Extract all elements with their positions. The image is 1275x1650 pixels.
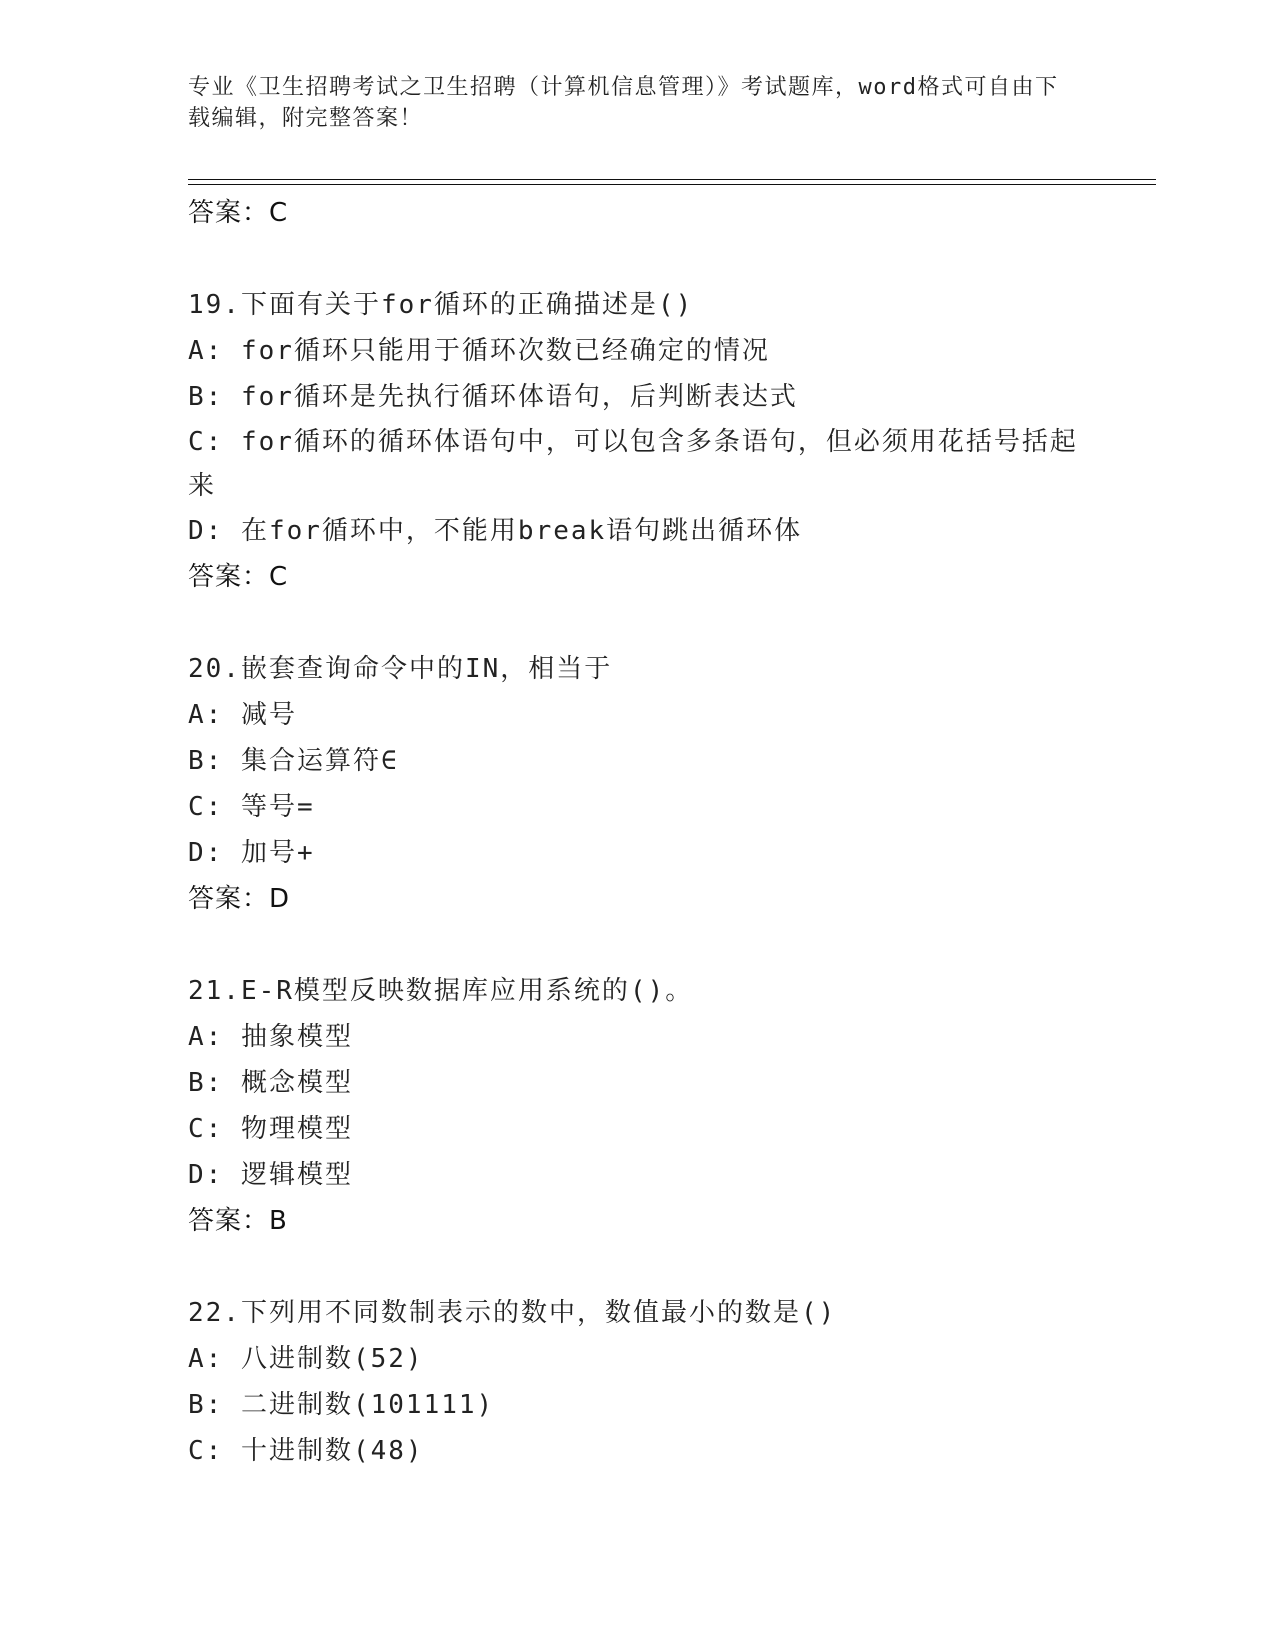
- header-divider-top: [188, 179, 1156, 180]
- answer-line: 答案：C: [188, 562, 289, 592]
- option-a: A: 减号: [188, 700, 297, 730]
- option-b: B: 二进制数(101111): [188, 1390, 495, 1420]
- option-d: D: 加号+: [188, 838, 315, 868]
- option-b: B: 概念模型: [188, 1068, 353, 1098]
- option-c: C: 十进制数(48): [188, 1436, 424, 1466]
- answer-line: 答案：C: [188, 198, 289, 228]
- option-a: A: for循环只能用于循环次数已经确定的情况: [188, 336, 770, 366]
- header-divider-bottom: [188, 184, 1156, 185]
- answer-line: 答案：D: [188, 884, 291, 914]
- option-d: D: 在for循环中，不能用break语句跳出循环体: [188, 516, 803, 546]
- option-b: B: for循环是先执行循环体语句，后判断表达式: [188, 382, 798, 412]
- option-d: D: 逻辑模型: [188, 1160, 353, 1190]
- question-list: [188, 190, 1088, 1474]
- option-a: A: 抽象模型: [188, 1022, 353, 1052]
- question-19: [188, 282, 1088, 600]
- question-stem: 19.下面有关于for循环的正确描述是(): [188, 290, 694, 320]
- document-header: 专业《卫生招聘考试之卫生招聘（计算机信息管理）》考试题库，word格式可自由下载编辑，附完整答案！: [188, 75, 1059, 131]
- question-stem: 21.E-R模型反映数据库应用系统的()。: [188, 976, 694, 1006]
- question-stem: 20.嵌套查询命令中的IN，相当于: [188, 654, 613, 684]
- question-stem: 22.下列用不同数制表示的数中，数值最小的数是(): [188, 1298, 837, 1328]
- option-b: B: 集合运算符∈: [188, 746, 399, 776]
- question-20: [188, 646, 1088, 922]
- question-22: [188, 1290, 1088, 1474]
- option-a: A: 八进制数(52): [188, 1344, 424, 1374]
- option-c: C: for循环的循环体语句中，可以包含多条语句，但必须用花括号括起来: [188, 427, 1078, 501]
- question-21: [188, 968, 1088, 1244]
- option-c: C: 物理模型: [188, 1114, 353, 1144]
- answer-line: 答案：B: [188, 1206, 288, 1236]
- option-c: C: 等号=: [188, 792, 315, 822]
